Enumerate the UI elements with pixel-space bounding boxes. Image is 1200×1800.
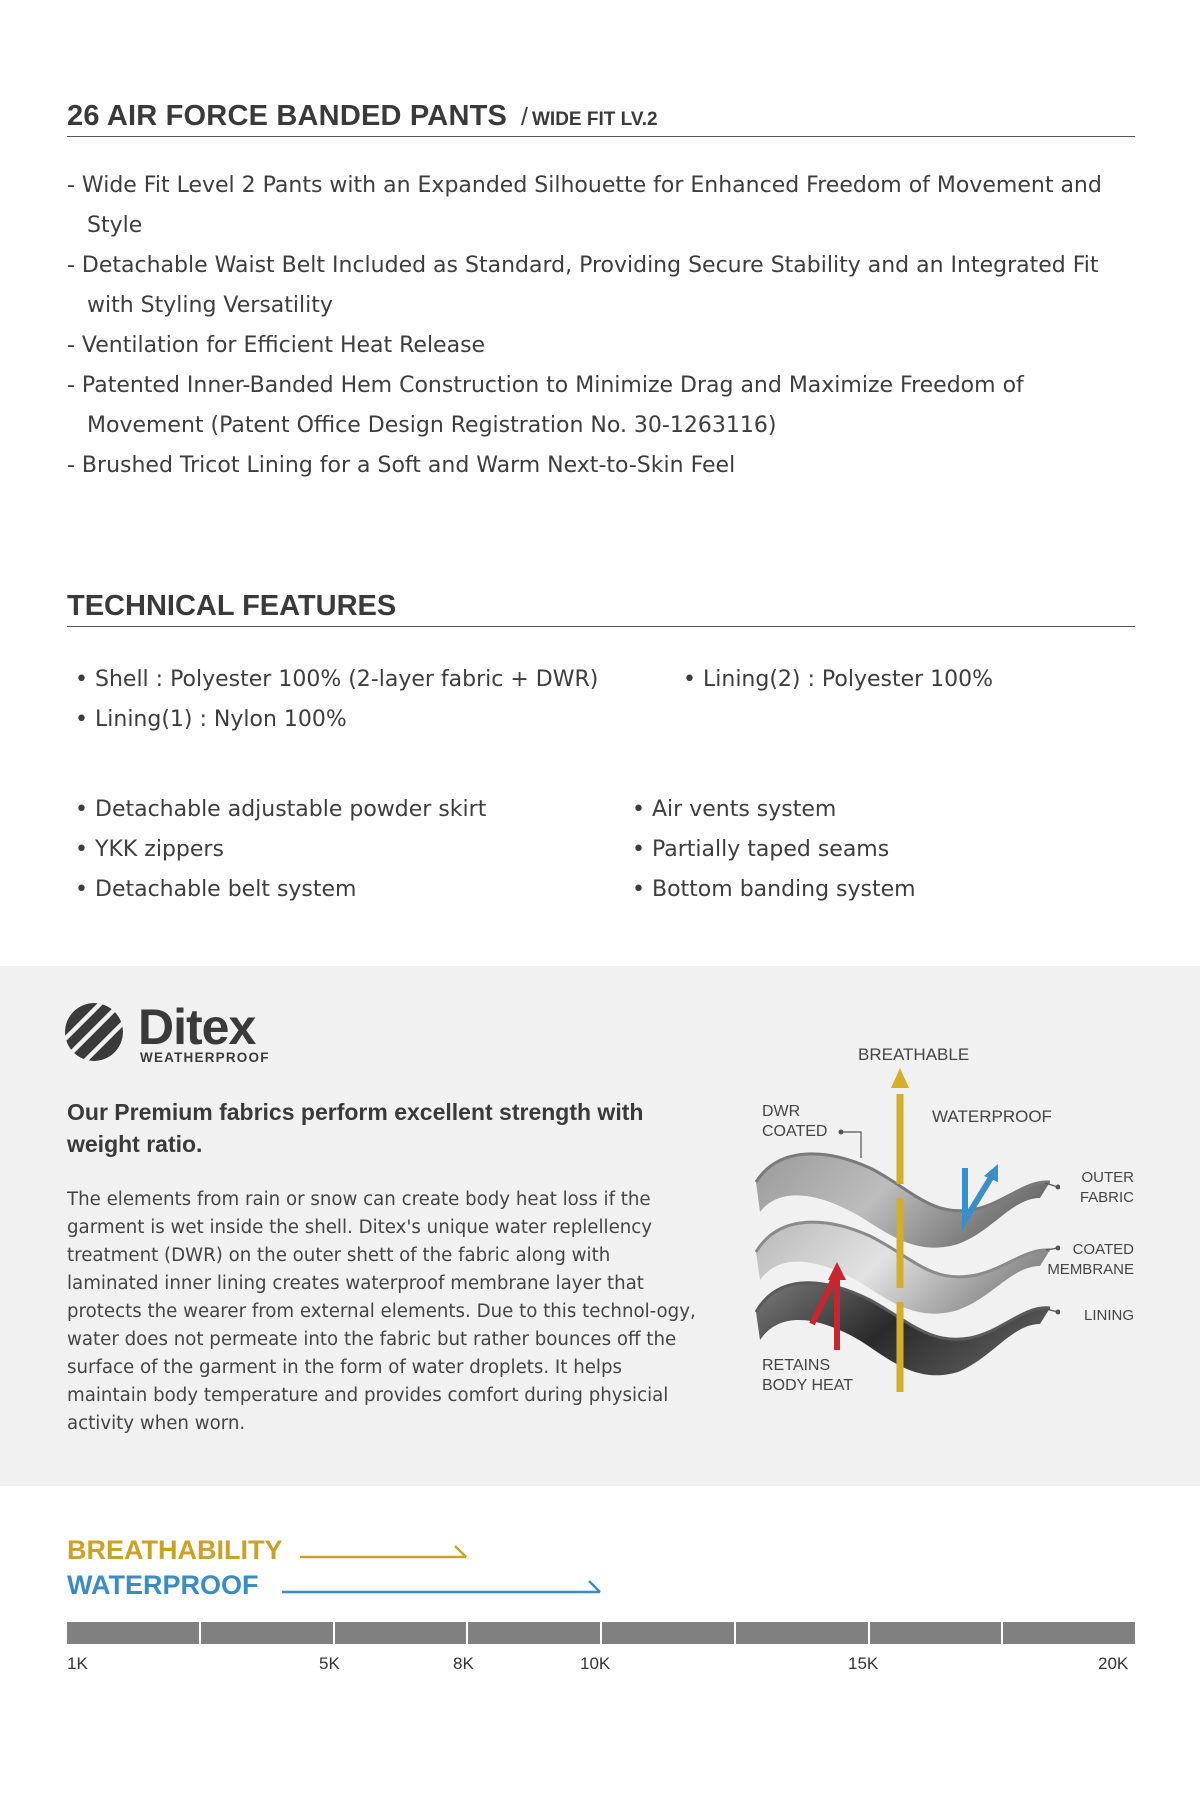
waterproof-arrow xyxy=(282,1581,600,1592)
description-item: - Patented Inner-Banded Hem Construction to Minimize Drag and Maximize Freedom of Movement (Patent Office Design Registration No. 30-1263116) xyxy=(67,373,1024,438)
material-item: • Lining(1) : Nylon 100% xyxy=(75,707,347,732)
label-coated-membrane: COATED MEMBRANE xyxy=(1047,1241,1134,1278)
label-waterproof: WATERPROOF xyxy=(932,1107,1052,1126)
technical-features-header xyxy=(67,590,1135,627)
title-separator: / xyxy=(521,103,528,131)
waterproof-label: WATERPROOF xyxy=(67,1570,259,1600)
feature-item: • YKK zippers xyxy=(75,837,224,862)
description-item: - Ventilation for Efficient Heat Release xyxy=(67,333,486,358)
material-text: Lining(2) : Polyester 100% xyxy=(703,667,994,692)
features-right-list xyxy=(624,790,916,910)
technical-features-title: TECHNICAL FEATURES xyxy=(67,590,397,622)
label-outer-fabric: OUTER FABRIC xyxy=(1079,1169,1134,1206)
material-item: • Lining(2) : Polyester 100% xyxy=(683,667,994,692)
fabric-layer-diagram xyxy=(740,1040,1060,1400)
feature-item: • Detachable adjustable powder skirt xyxy=(75,797,487,822)
scale-segment xyxy=(1003,1622,1135,1644)
scale-tick-label: 1K xyxy=(67,1654,88,1673)
label-retains-heat: RETAINS BODY HEAT xyxy=(762,1357,853,1394)
material-text: Lining(1) : Nylon 100% xyxy=(95,707,347,732)
features-left-list xyxy=(67,790,486,910)
material-item: • Shell : Polyester 100% (2-layer fabric + DWR) xyxy=(75,667,599,692)
description-item: - Brushed Tricot Lining for a Soft and Warm Next-to-Skin Feel xyxy=(67,453,736,478)
scale-segment xyxy=(602,1622,734,1644)
description-item: - Detachable Waist Belt Included as Standard, Providing Secure Stability and an Integrated Fit with Styling Versatility xyxy=(67,253,1099,318)
feature-item: • Partially taped seams xyxy=(632,837,890,862)
scale-segment xyxy=(201,1622,333,1644)
scale-tick-label: 20K xyxy=(1098,1654,1129,1673)
product-title: 26 AIR FORCE BANDED PANTS xyxy=(67,100,508,132)
ditex-logo-mark xyxy=(64,1000,130,1066)
ditex-logo xyxy=(64,1000,314,1066)
product-description xyxy=(67,166,1147,486)
scale-segment xyxy=(468,1622,600,1644)
scale-segment xyxy=(335,1622,467,1644)
label-dwr: DWR COATED xyxy=(762,1103,828,1140)
scale-tick-label: 15K xyxy=(848,1654,879,1673)
scale-tick-label: 8K xyxy=(453,1654,474,1673)
svg-text:WEATHERPROOF: WEATHERPROOF xyxy=(140,1050,270,1065)
feature-item: • Detachable belt system xyxy=(75,877,357,902)
product-title-row xyxy=(67,100,1135,137)
feature-item: • Bottom banding system xyxy=(632,877,916,902)
scale-segment xyxy=(736,1622,868,1644)
rating-scale-bar xyxy=(67,1622,1135,1644)
ditex-body-text: The elements from rain or snow can create body heat loss if the garment is wet inside the shell. Ditex's unique water replellency treatment (DWR) on the outer shett of the fabric along with laminated inner lining creates waterproof membrane layer that protects the wearer from external elements. Due to this technol-ogy, water does not permeate into the fabric but rather bounces off the surface of the garment in the form of water droplets. It helps maintain body temperature and provides comfort during physicial activity when worn. xyxy=(67,1189,696,1434)
label-lining: LINING xyxy=(1083,1307,1134,1324)
breathability-arrow xyxy=(300,1546,466,1557)
ditex-tagline: Our Premium fabrics perform excellent strength with weight ratio. xyxy=(67,1099,644,1157)
scale-segment xyxy=(870,1622,1002,1644)
material-text: Shell : Polyester 100% (2-layer fabric + DWR) xyxy=(95,667,599,692)
description-item: - Wide Fit Level 2 Pants with an Expanded Silhouette for Enhanced Freedom of Movement and Style xyxy=(67,173,1102,238)
rating-arrows xyxy=(0,1530,1200,1600)
label-breathable: BREATHABLE xyxy=(858,1045,970,1064)
svg-text:Ditex: Ditex xyxy=(138,1000,256,1055)
feature-item: • Air vents system xyxy=(632,797,837,822)
scale-segment xyxy=(67,1622,199,1644)
scale-tick-label: 10K xyxy=(580,1654,611,1673)
scale-tick-label: 5K xyxy=(319,1654,340,1673)
breathability-label: BREATHABILITY xyxy=(67,1535,283,1565)
product-fit: WIDE FIT LV.2 xyxy=(532,109,658,130)
